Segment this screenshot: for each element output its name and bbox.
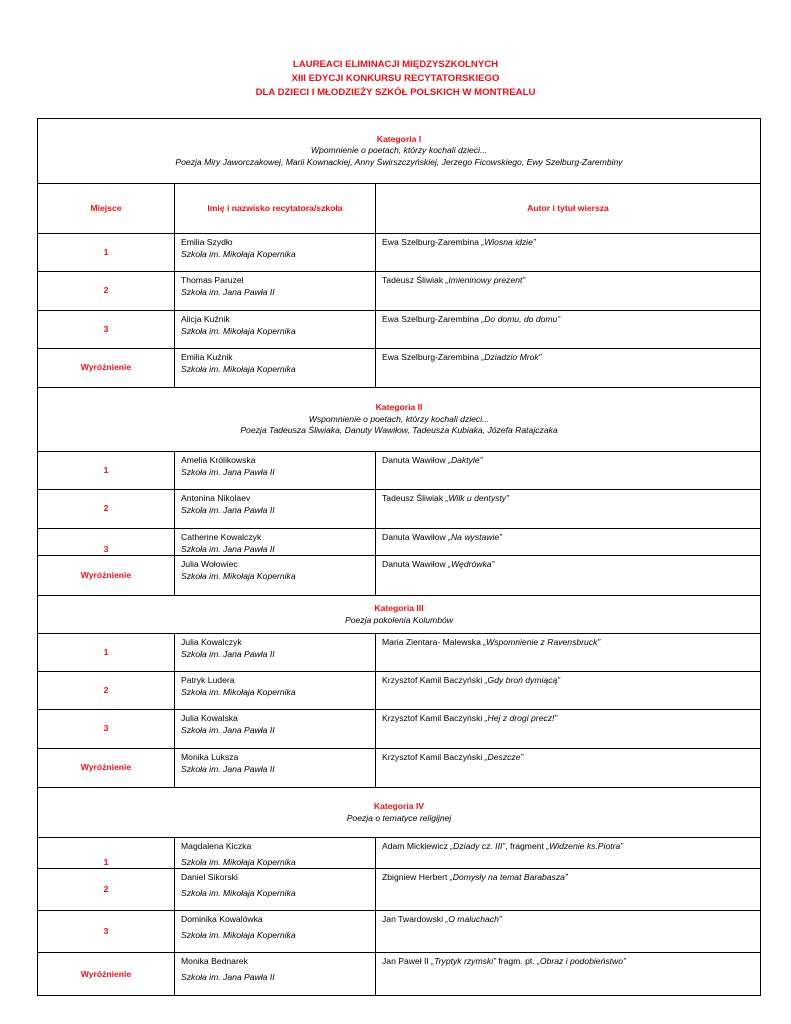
poem-title: „Tryptyk rzymski” — [431, 956, 496, 967]
category-title: Kategoria III — [374, 603, 424, 614]
table-row — [38, 869, 761, 911]
reciter-name: Julia Kowalczyk — [181, 637, 242, 648]
table-row — [38, 911, 761, 953]
table-row — [38, 349, 761, 388]
poem-title: „Dziady cz. III” — [450, 841, 506, 852]
category-row — [38, 596, 761, 634]
header-line-1: LAUREACI ELIMINACJI MIĘDZYSZKOLNYCH — [292, 59, 499, 70]
poem-author: Ewa Szelburg-Zarembina — [382, 237, 482, 247]
poem-extra: fragm. pt. — [495, 956, 538, 967]
column-header-name: Imię i nazwisko recytatora/szkoła — [175, 184, 376, 234]
category-title: Kategoria IV — [373, 801, 425, 812]
poem-extra-title: „Obraz i podobieństwo” — [537, 956, 626, 967]
reciter-name: Daniel Sikorski — [181, 872, 238, 883]
table-row — [38, 529, 761, 556]
poem-cell — [376, 452, 761, 490]
category-description: Poezja Miry Jaworczakowej, Marii Kownackiej, Anny Świrszczyńskiej, Jerzego Ficowskiego, Ewy Szelburg-Zarembiny — [175, 156, 623, 167]
reciter-name: Antonina Nikolaev — [181, 493, 251, 503]
reciter-cell — [175, 529, 376, 556]
poem-cell — [376, 529, 761, 556]
category-row — [38, 388, 761, 452]
category-row — [38, 119, 761, 184]
place-cell: Wyróżnienie — [38, 749, 175, 788]
table-row — [38, 272, 761, 311]
table-row — [38, 749, 761, 788]
table-row — [38, 234, 761, 272]
school-name: Szkoła im. Mikołaja Kopernika — [181, 248, 296, 259]
table-row — [38, 710, 761, 749]
poem-title: „Na wystawie” — [448, 532, 503, 542]
reciter-name: Patryk Ludera — [181, 675, 235, 686]
school-name: Szkoła im. Mikołaja Kopernika — [181, 325, 296, 336]
reciter-name: Monika Luksza — [181, 752, 239, 763]
poem-author: Tadeusz Śliwiak — [382, 493, 446, 503]
poem-title: „Deszcze” — [484, 752, 524, 763]
reciter-cell — [175, 953, 376, 996]
reciter-name: Julia Kowalska — [181, 713, 238, 724]
reciter-cell — [175, 869, 376, 911]
school-name: Szkoła im. Mikołaja Kopernika — [181, 856, 296, 867]
reciter-name: Catherine Kowalczyk — [181, 532, 262, 542]
poem-author: Ewa Szelburg-Zarembina — [382, 352, 482, 362]
reciter-cell — [175, 911, 376, 953]
header-line-2: XIII EDYCJI KONKURSU RECYTATORSKIEGO — [291, 73, 500, 84]
category-cell — [38, 119, 761, 184]
place-cell: 1 — [38, 234, 175, 272]
reciter-cell — [175, 490, 376, 529]
poem-cell — [376, 311, 761, 349]
poem-cell — [376, 672, 761, 710]
reciter-cell — [175, 710, 376, 749]
poem-author: Danuta Wawiłow — [382, 559, 449, 570]
reciter-name: Dominika Kowalówka — [181, 914, 263, 925]
table-row — [38, 838, 761, 869]
category-title: Kategoria I — [376, 133, 422, 144]
category-row — [38, 788, 761, 838]
table-row — [38, 452, 761, 490]
category-subtitle: Wpomnienie o poetach, którzy kochali dzieci... — [310, 145, 488, 156]
school-name: Szkoła im. Jana Pawła II — [181, 648, 275, 659]
school-name: Szkoła im. Jana Pawła II — [181, 466, 275, 477]
school-name: Szkoła im. Mikołaja Kopernika — [181, 363, 296, 374]
category-title: Kategoria II — [375, 402, 423, 413]
school-name: Szkoła im. Jana Pawła II — [181, 763, 275, 774]
poem-cell — [376, 911, 761, 953]
poem-author: Tadeusz Śliwiak — [382, 275, 446, 285]
table-row — [38, 634, 761, 672]
place-cell: Wyróżnienie — [38, 556, 175, 596]
poem-title: „Wspomnienie z Ravensbruck” — [483, 637, 601, 648]
poem-title: „Daktyle” — [448, 455, 483, 465]
poem-author: Danuta Wawiłow — [382, 532, 449, 542]
place-cell: 2 — [38, 869, 175, 911]
reciter-cell — [175, 749, 376, 788]
place-cell: 2 — [38, 672, 175, 710]
poem-cell — [376, 710, 761, 749]
poem-author: Jan Paweł II — [382, 956, 432, 967]
poem-author: Ewa Szelburg-Zarembina — [382, 314, 482, 324]
place-cell: 2 — [38, 272, 175, 311]
place-cell: 2 — [38, 490, 175, 529]
poem-author: Krzysztof Kamil Baczyński — [382, 675, 485, 686]
reciter-cell — [175, 272, 376, 311]
place-cell: Wyróżnienie — [38, 349, 175, 388]
category-cell — [38, 788, 761, 838]
document-header — [0, 58, 791, 100]
table-row — [38, 311, 761, 349]
place-cell: 3 — [38, 911, 175, 953]
reciter-name: Thomas Paruzel — [181, 275, 244, 285]
poem-title: „Wiosna idzie” — [481, 237, 536, 247]
school-name: Szkoła im. Mikołaja Kopernika — [181, 887, 296, 898]
reciter-cell — [175, 556, 376, 596]
school-name: Szkoła im. Mikołaja Kopernika — [181, 686, 296, 697]
table-row — [38, 556, 761, 596]
column-header-row — [38, 184, 761, 234]
table-row — [38, 672, 761, 710]
laureates-table — [37, 118, 761, 996]
reciter-name: Emilia Kuźnik — [181, 352, 233, 362]
reciter-name: Magdalena Kiczka — [181, 841, 252, 852]
poem-title: „Domysły na temat Barabasza” — [449, 872, 568, 883]
poem-cell — [376, 490, 761, 529]
reciter-cell — [175, 634, 376, 672]
poem-extra: , fragment — [505, 841, 547, 852]
reciter-name: Emilia Szydło — [181, 237, 233, 247]
poem-cell — [376, 634, 761, 672]
poem-cell — [376, 234, 761, 272]
reciter-name: Julia Wołowiec — [181, 559, 238, 570]
poem-author: Adam Mickiewicz — [382, 841, 451, 852]
poem-extra-title: „Widzenie ks.Piotra” — [546, 841, 624, 852]
place-cell: 1 — [38, 634, 175, 672]
poem-title: „Hej z drogi precz!” — [484, 713, 558, 724]
category-subtitle: Poezja o tematyce religijnej — [346, 812, 452, 823]
school-name: Szkoła im. Jana Pawła II — [181, 724, 275, 735]
poem-cell — [376, 556, 761, 596]
poem-cell — [376, 838, 761, 869]
school-name: Szkoła im. Mikołaja Kopernika — [181, 929, 296, 940]
place-cell: 1 — [38, 452, 175, 490]
school-name: Szkoła im. Jana Pawła II — [181, 971, 275, 982]
reciter-cell — [175, 311, 376, 349]
poem-author: Maria Zientara- Malewska — [382, 637, 484, 648]
poem-cell — [376, 272, 761, 311]
poem-title: „Wilk u dentysty” — [445, 493, 509, 503]
table-row — [38, 953, 761, 996]
reciter-cell — [175, 452, 376, 490]
reciter-cell — [175, 349, 376, 388]
category-subtitle: Poezja pokolenia Kolumbów — [345, 614, 453, 625]
poem-title: „Do domu, do domu” — [481, 314, 561, 324]
school-name: Szkoła im. Jana Pawła II — [181, 543, 275, 554]
category-cell — [38, 388, 761, 452]
category-cell — [38, 596, 761, 634]
poem-author: Danuta Wawiłow — [382, 455, 449, 465]
poem-cell — [376, 869, 761, 911]
table-row — [38, 490, 761, 529]
poem-cell — [376, 953, 761, 996]
poem-title: „Wędrówka” — [448, 559, 495, 570]
category-subtitle: Wspomnienie o poetach, którzy kochali dzieci... — [308, 413, 490, 424]
poem-title: „Gdy broń dymiącą” — [484, 675, 561, 686]
poem-cell — [376, 749, 761, 788]
school-name: Szkoła im. Jana Pawła II — [181, 286, 275, 297]
school-name: Szkoła im. Jana Pawła II — [181, 504, 275, 515]
reciter-name: Monika Bednarek — [181, 956, 248, 967]
poem-title: „Dziadzio Mrok” — [481, 352, 542, 362]
column-header-poem: Autor i tytuł wiersza — [376, 184, 761, 234]
school-name: Szkoła im. Mikołaja Kopernika — [181, 570, 296, 581]
poem-title: „Imieninowy prezent” — [445, 275, 526, 285]
place-cell: 3 — [38, 710, 175, 749]
reciter-name: Amelia Królikowska — [181, 455, 256, 465]
poem-title: „O maluchach” — [445, 914, 502, 925]
place-cell: 1 — [38, 838, 175, 869]
poem-author: Zbigniew Herbert — [382, 872, 450, 883]
column-header-place: Miejsce — [38, 184, 175, 234]
category-description: Poezja Tadeusza Śliwiaka, Danuty Wawiłow, Tadeusza Kubiaka, Józefa Ratajczaka — [240, 425, 558, 436]
poem-cell — [376, 349, 761, 388]
reciter-cell — [175, 672, 376, 710]
place-cell: 3 — [38, 529, 175, 556]
place-cell: Wyróżnienie — [38, 953, 175, 996]
poem-author: Jan Twardowski — [382, 914, 446, 925]
poem-author: Krzysztof Kamil Baczyński — [382, 713, 485, 724]
reciter-cell — [175, 838, 376, 869]
poem-author: Krzysztof Kamil Baczyński — [382, 752, 485, 763]
reciter-name: Alicja Kuźnik — [181, 314, 230, 324]
reciter-cell — [175, 234, 376, 272]
header-line-3: DLA DZIECI I MŁODZIEŻY SZKÓŁ POLSKICH W MONTREALU — [255, 87, 536, 98]
place-cell: 3 — [38, 311, 175, 349]
